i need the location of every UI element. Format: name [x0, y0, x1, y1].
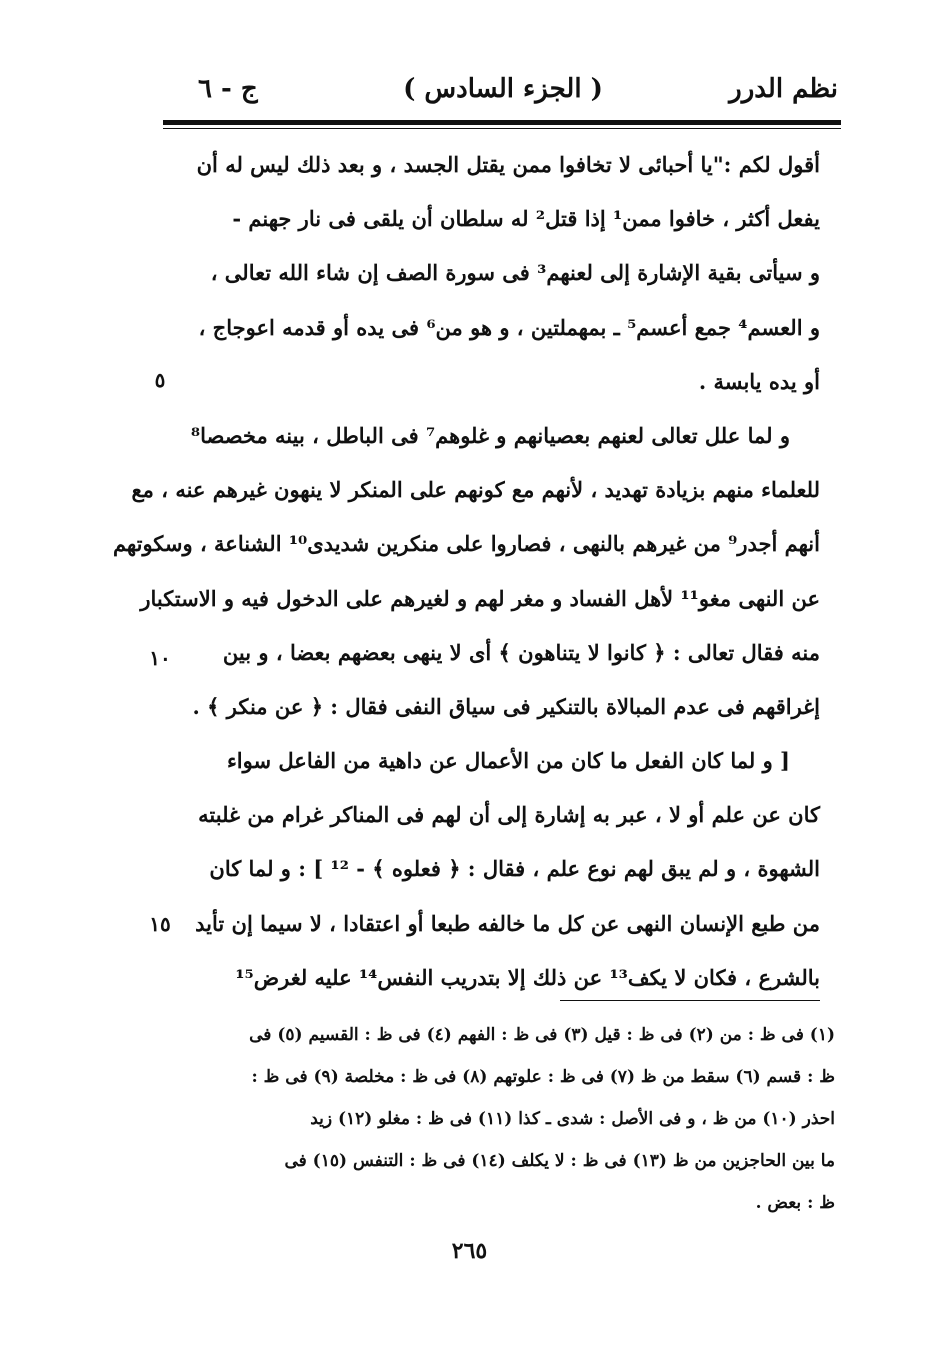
text-line: يفعل أكثر ، خافوا ممن¹ إذا قتل² له سلطان أن يلقى فى نار جهنم - [232, 206, 820, 232]
text-line: و سيأتى بقية الإشارة إلى لعنهم³ فى سورة الصف إن شاء الله تعالى ، [210, 260, 820, 286]
header-rule-thick [163, 120, 841, 125]
footnote-line: ظ : قسم (٦) سقط من ظ (٧) فى ظ : علوتهم (٨) فى ظ : مخلصة (٩) فى ظ : [251, 1067, 835, 1087]
text-line: [ و لما كان الفعل ما كان من الأعمال عن داهية من الفاعل سواء [226, 748, 790, 774]
text-line: كان عن علم أو لا ، عبر به إشارة إلى أن لهم فى المناكر غرام من غلبته [198, 802, 820, 828]
text-line: بالشرع ، فكان لا يكف¹³ عن ذلك إلا بتدريب النفس¹⁴ عليه لغرض¹⁵ [235, 964, 820, 990]
header-rule-thin [163, 128, 841, 129]
part-title: ( الجزء السادس ) [403, 74, 603, 104]
text-line: الشهوة ، و لم يبق لهم نوع علم ، فقال : ﴿ فعلوه ﴾ - ¹² ] : و لما كان [209, 856, 820, 882]
footnote-line: ظ : بعض . [755, 1193, 835, 1213]
text-line: منه فقال تعالى : ﴿ كانوا لا يتناهون ﴾ أى لا ينهى بعضهم بعضا ، و بين [222, 639, 820, 665]
text-line: و لما علل تعالى لعنهم بعصيانهم و غلوهم⁷ فى الباطل ، بينه مخصصا⁸ [190, 422, 790, 448]
book-title: نظم الدرر [729, 74, 838, 104]
text-line: إغراقهم فى عدم المبالاة بالتنكير فى سياق النفى فقال : ﴿ عن منكر ﴾ . [192, 693, 820, 719]
line-number-10: ١٠ [149, 646, 171, 670]
line-number-5: ٥ [154, 368, 166, 392]
volume-label: ج - ٦ [198, 74, 258, 104]
footnote-line: ما بين الحاجزين من ظ (١٣) فى ظ : لا يكلف (١٤) فى ظ : التنفس (١٥) فى [284, 1151, 835, 1171]
footnotes [175, 1014, 835, 1224]
text-line: عن النهى مغو¹¹ لأهل الفساد و مغر لهم و لغيرهم على الدخول فيه و الاستكبار [140, 585, 820, 611]
text-line: و العسم⁴ جمع أعسم⁵ ـ بمهملتين ، و هو من⁶ فى يده أو قدمه اعوجاج ، [198, 314, 820, 340]
text-line: أنهم أجدر⁹ من غيرهم بالنهى ، فصاروا على منكرين شديدى¹⁰ الشناعة ، وسكوتهم [112, 531, 820, 557]
text-line: أقول لكم :"يا أحبائى لا تخافوا ممن يقتل الجسد ، و بعد ذلك ليس له أن [196, 152, 820, 177]
text-line: للعلماء منهم بزيادة تهديد ، لأنهم مع كونهم على المنكر لا ينهون غيرهم عنه ، مع [131, 477, 820, 503]
text-line: من طبع الإنسان النهى عن كل ما خالفه طبعا أو اعتقادا ، لا سيما إن تأيد [195, 910, 820, 936]
footnote-separator [560, 1000, 820, 1001]
footnote-line: احذر (١٠) من ظ ، و فى الأصل : شدى ـ كذا (١١) فى ظ : مغلو (١٢) زيد [310, 1109, 835, 1129]
page-number: ٢٦٥ [451, 1238, 488, 1264]
text-line: أو يده يابسة . [698, 368, 820, 394]
footnote-line: (١) فى ظ : من (٢) فى ظ : قيل (٣) فى ظ : الفهم (٤) فى ظ : القسيم (٥) فى [249, 1025, 835, 1045]
line-number-15: ١٥ [149, 912, 171, 936]
running-header [168, 70, 838, 110]
